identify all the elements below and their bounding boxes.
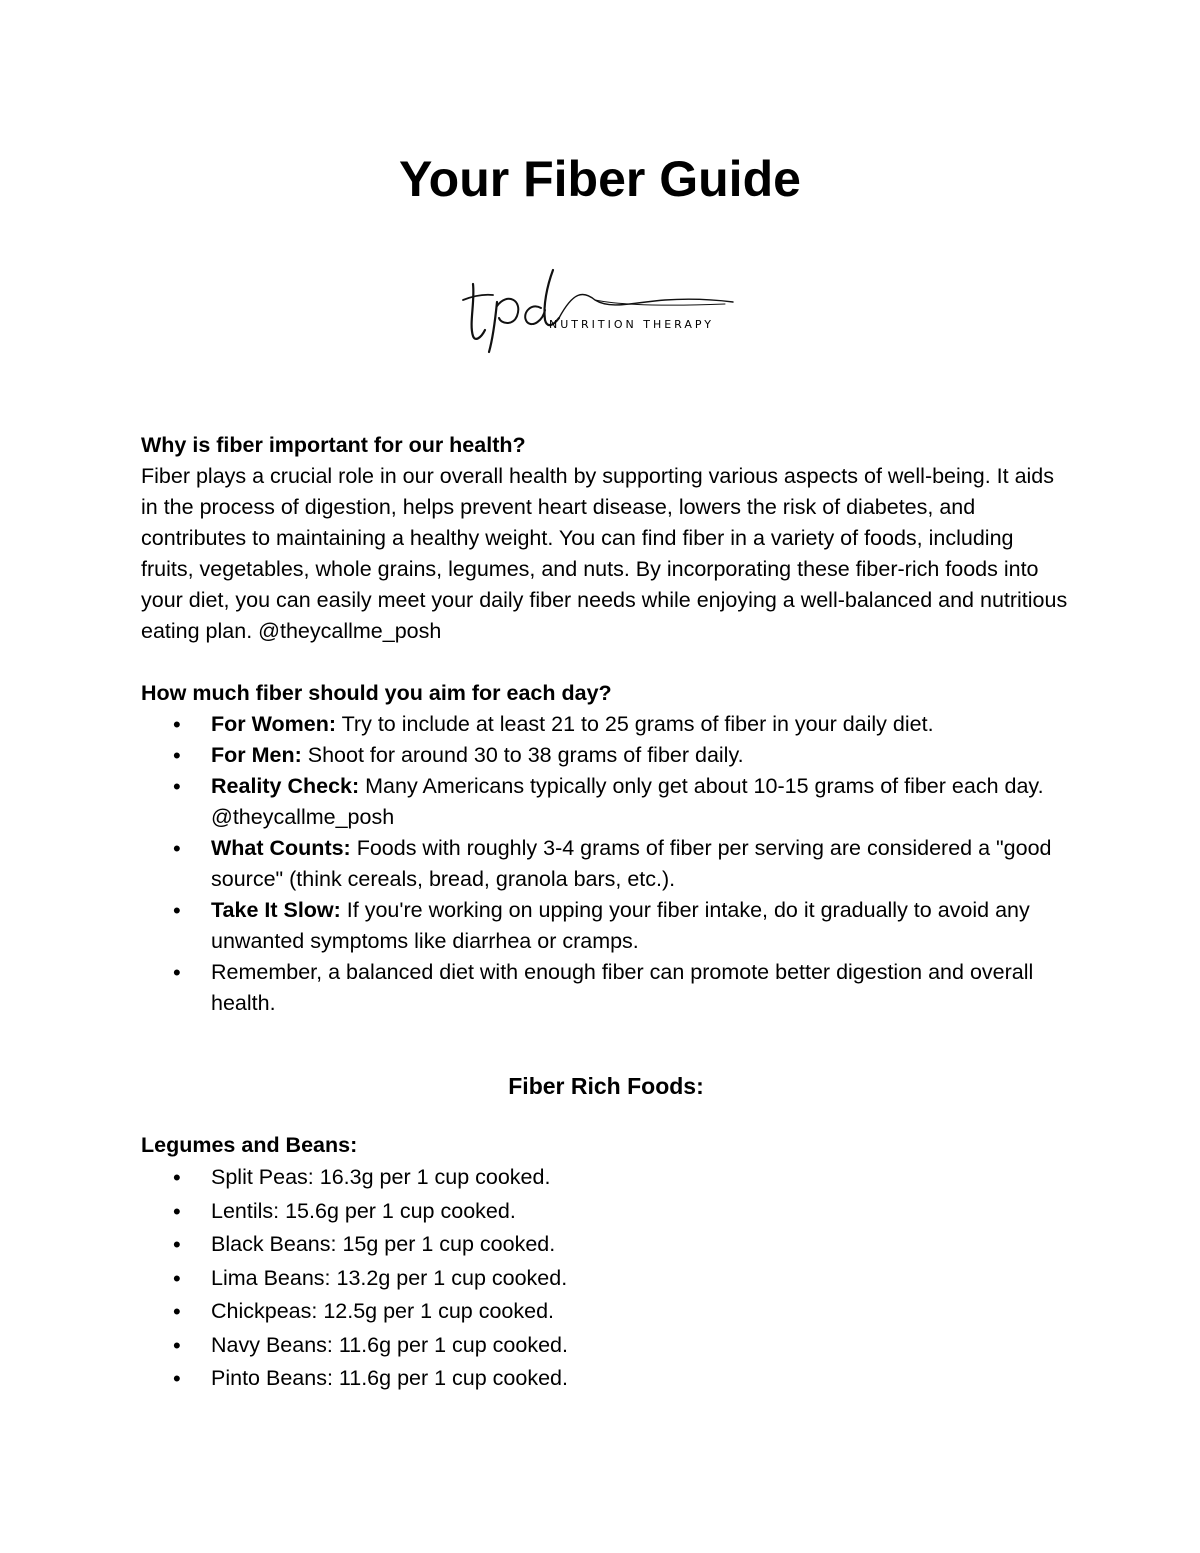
section-heading-daily-amount: How much fiber should you aim for each day? (141, 681, 612, 705)
list-item-label: What Counts: (211, 836, 351, 860)
list-item-text: Many Americans typically only get about 10-15 grams of fiber each day. @theycallme_posh (211, 774, 1044, 829)
list-item-label: For Women: (211, 712, 337, 736)
brand-logo (455, 262, 740, 357)
list-item (211, 833, 1071, 895)
legumes-heading: Legumes and Beans: (141, 1133, 358, 1157)
list-item: • Lentils: 15.6g per 1 cup cooked. (211, 1195, 1071, 1229)
list-item: • Navy Beans: 11.6g per 1 cup cooked. (211, 1329, 1071, 1363)
logo-tagline: NUTRITION THERAPY (549, 318, 715, 331)
daily-amount-list (141, 709, 1071, 1019)
page-title: Your Fiber Guide (399, 151, 801, 207)
list-item: • Chickpeas: 12.5g per 1 cup cooked. (211, 1295, 1071, 1329)
list-item-label: For Men: (211, 743, 302, 767)
list-item-label: Take It Slow: (211, 898, 341, 922)
list-item-text: Remember, a balanced diet with enough fiber can promote better digestion and overall health. (211, 960, 1034, 1015)
list-item-text: Shoot for around 30 to 38 grams of fiber daily. (301, 743, 744, 767)
list-item-text: If you're working on upping your fiber intake, do it gradually to avoid any unwanted symptoms like diarrhea or cramps. (211, 898, 1030, 953)
list-item (211, 771, 1071, 833)
legumes-list (141, 1161, 1071, 1396)
list-item-label: Reality Check: (211, 774, 360, 798)
list-item (211, 709, 1071, 740)
list-item (211, 895, 1071, 957)
importance-paragraph: Fiber plays a crucial role in our overall health by supporting various aspects of well-being. It aids in the process of digestion, helps prevent heart disease, lowers the risk of diabetes, and contributes to maintaining a healthy weight. You can find fiber in a variety of foods, including fruits, vegetables, whole grains, legumes, and nuts. By incorporating these fiber-rich foods into your diet, you can easily meet your daily fiber needs while enjoying a well-balanced and nutritious eating plan. @theycallme_posh (141, 464, 1068, 643)
section-heading-importance: Why is fiber important for our health? (141, 433, 526, 457)
list-item: • Black Beans: 15g per 1 cup cooked. (211, 1228, 1071, 1262)
list-item (211, 740, 1071, 771)
list-item: • Pinto Beans: 11.6g per 1 cup cooked. (211, 1362, 1071, 1396)
list-item: • Split Peas: 16.3g per 1 cup cooked. (211, 1161, 1071, 1195)
list-item (211, 957, 1071, 1019)
fiber-rich-foods-heading: Fiber Rich Foods: (508, 1073, 704, 1099)
list-item-text: Foods with roughly 3-4 grams of fiber per serving are considered a "good source" (think cereals, bread, granola bars, etc.). (211, 836, 1052, 891)
list-item-text: Try to include at least 21 to 25 grams of fiber in your daily diet. (336, 712, 934, 736)
document-body (141, 430, 1071, 1396)
list-item: • Lima Beans: 13.2g per 1 cup cooked. (211, 1262, 1071, 1296)
